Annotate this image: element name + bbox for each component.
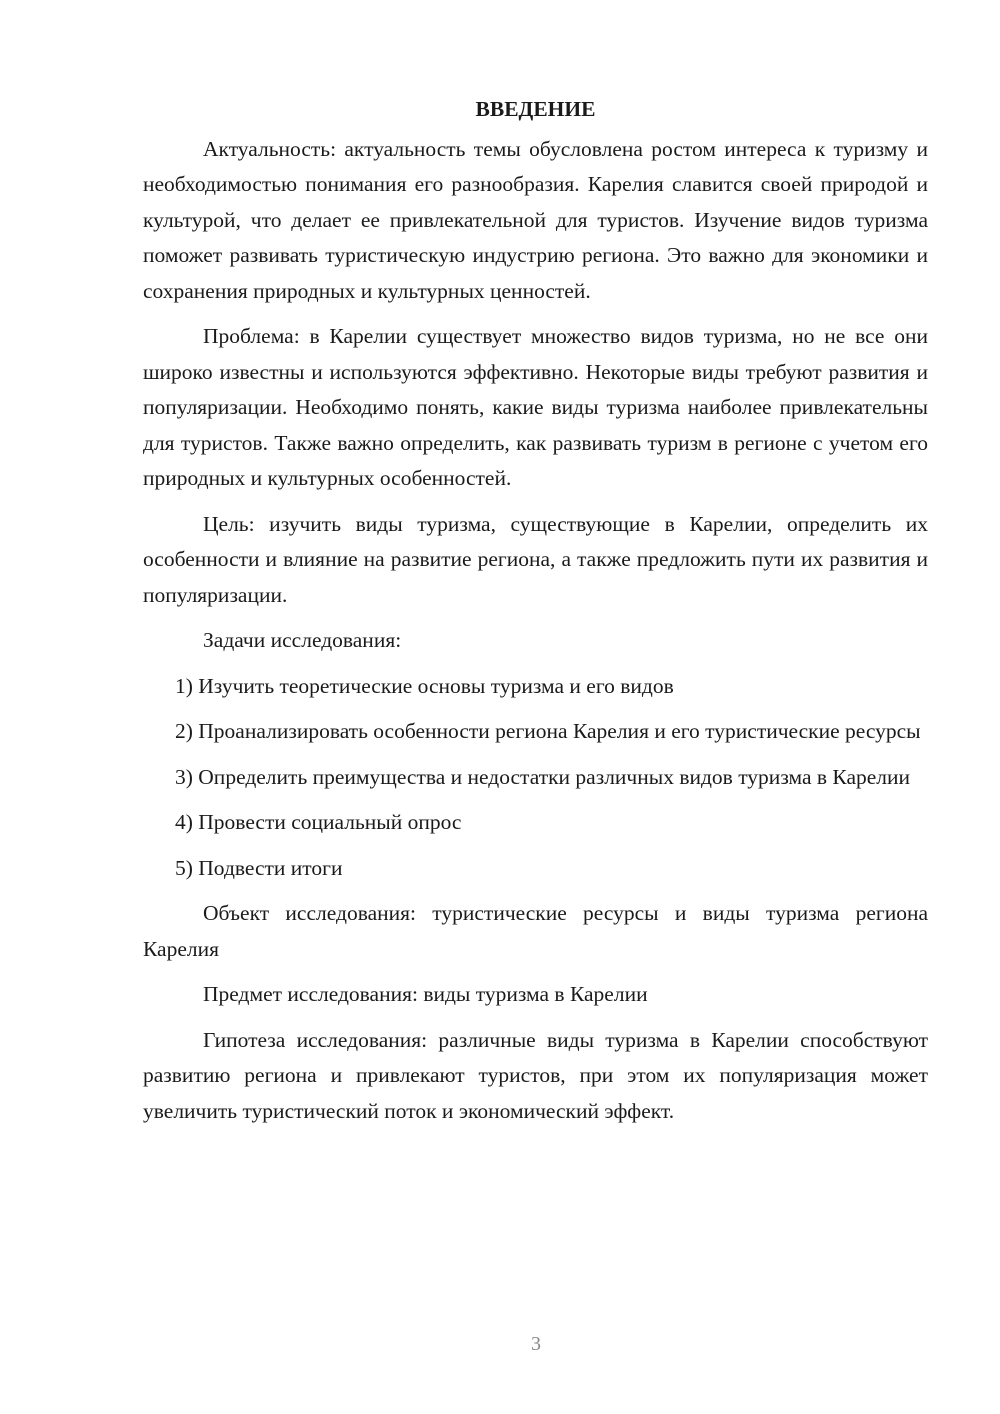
paragraph-subject: Предмет исследования: виды туризма в Карелии — [203, 982, 648, 1006]
paragraph-hypothesis: Гипотеза исследования: различные виды туризма в Карелии способствуют развитию региона и привлекают туристов, при этом их популяризация может увеличить туристический поток и экономический эффект. — [143, 1027, 928, 1123]
paragraph-relevance: Актуальность: актуальность темы обусловлена ростом интереса к туризму и необходимостью понимания его разнообразия. Карелия славится своей природой и культурой, что делает ее привлекательной для туристов. Изучение видов туризма поможет развивать туристическую индустрию региона. Это важно для экономики и сохранения природных и культурных ценностей. — [143, 136, 928, 303]
task-item-1: 1) Изучить теоретические основы туризма и его видов — [175, 673, 674, 698]
paragraph-problem: Проблема: в Карелии существует множество видов туризма, но не все они широко известны и используются эффективно. Некоторые виды требуют развития и популяризации. Необходимо понять, какие виды туризма наиболее привлекательны для туристов. Также важно определить, как развивать туризм в регионе с учетом его природных и культурных особенностей. — [143, 324, 928, 490]
page-number: 3 — [531, 1333, 541, 1355]
section-title: ВВЕДЕНИЕ — [475, 97, 596, 121]
task-item-5: 5) Подвести итоги — [175, 855, 343, 880]
task-item-2: 2) Проанализировать особенности региона Карелия и его туристические ресурсы — [175, 719, 921, 743]
paragraph-goal: Цель: изучить виды туризма, существующие в Карелии, определить их особенности и влияние на развитие региона, а также предложить пути их развития и популяризации. — [143, 511, 928, 607]
document-page — [143, 92, 928, 1129]
task-item-4: 4) Провести социальный опрос — [175, 810, 462, 834]
task-item-3: 3) Определить преимущества и недостатки различных видов туризма в Карелии — [175, 764, 911, 789]
tasks-heading: Задачи исследования: — [203, 628, 402, 652]
paragraph-object: Объект исследования: туристические ресурсы и виды туризма региона Карелия — [143, 901, 928, 961]
